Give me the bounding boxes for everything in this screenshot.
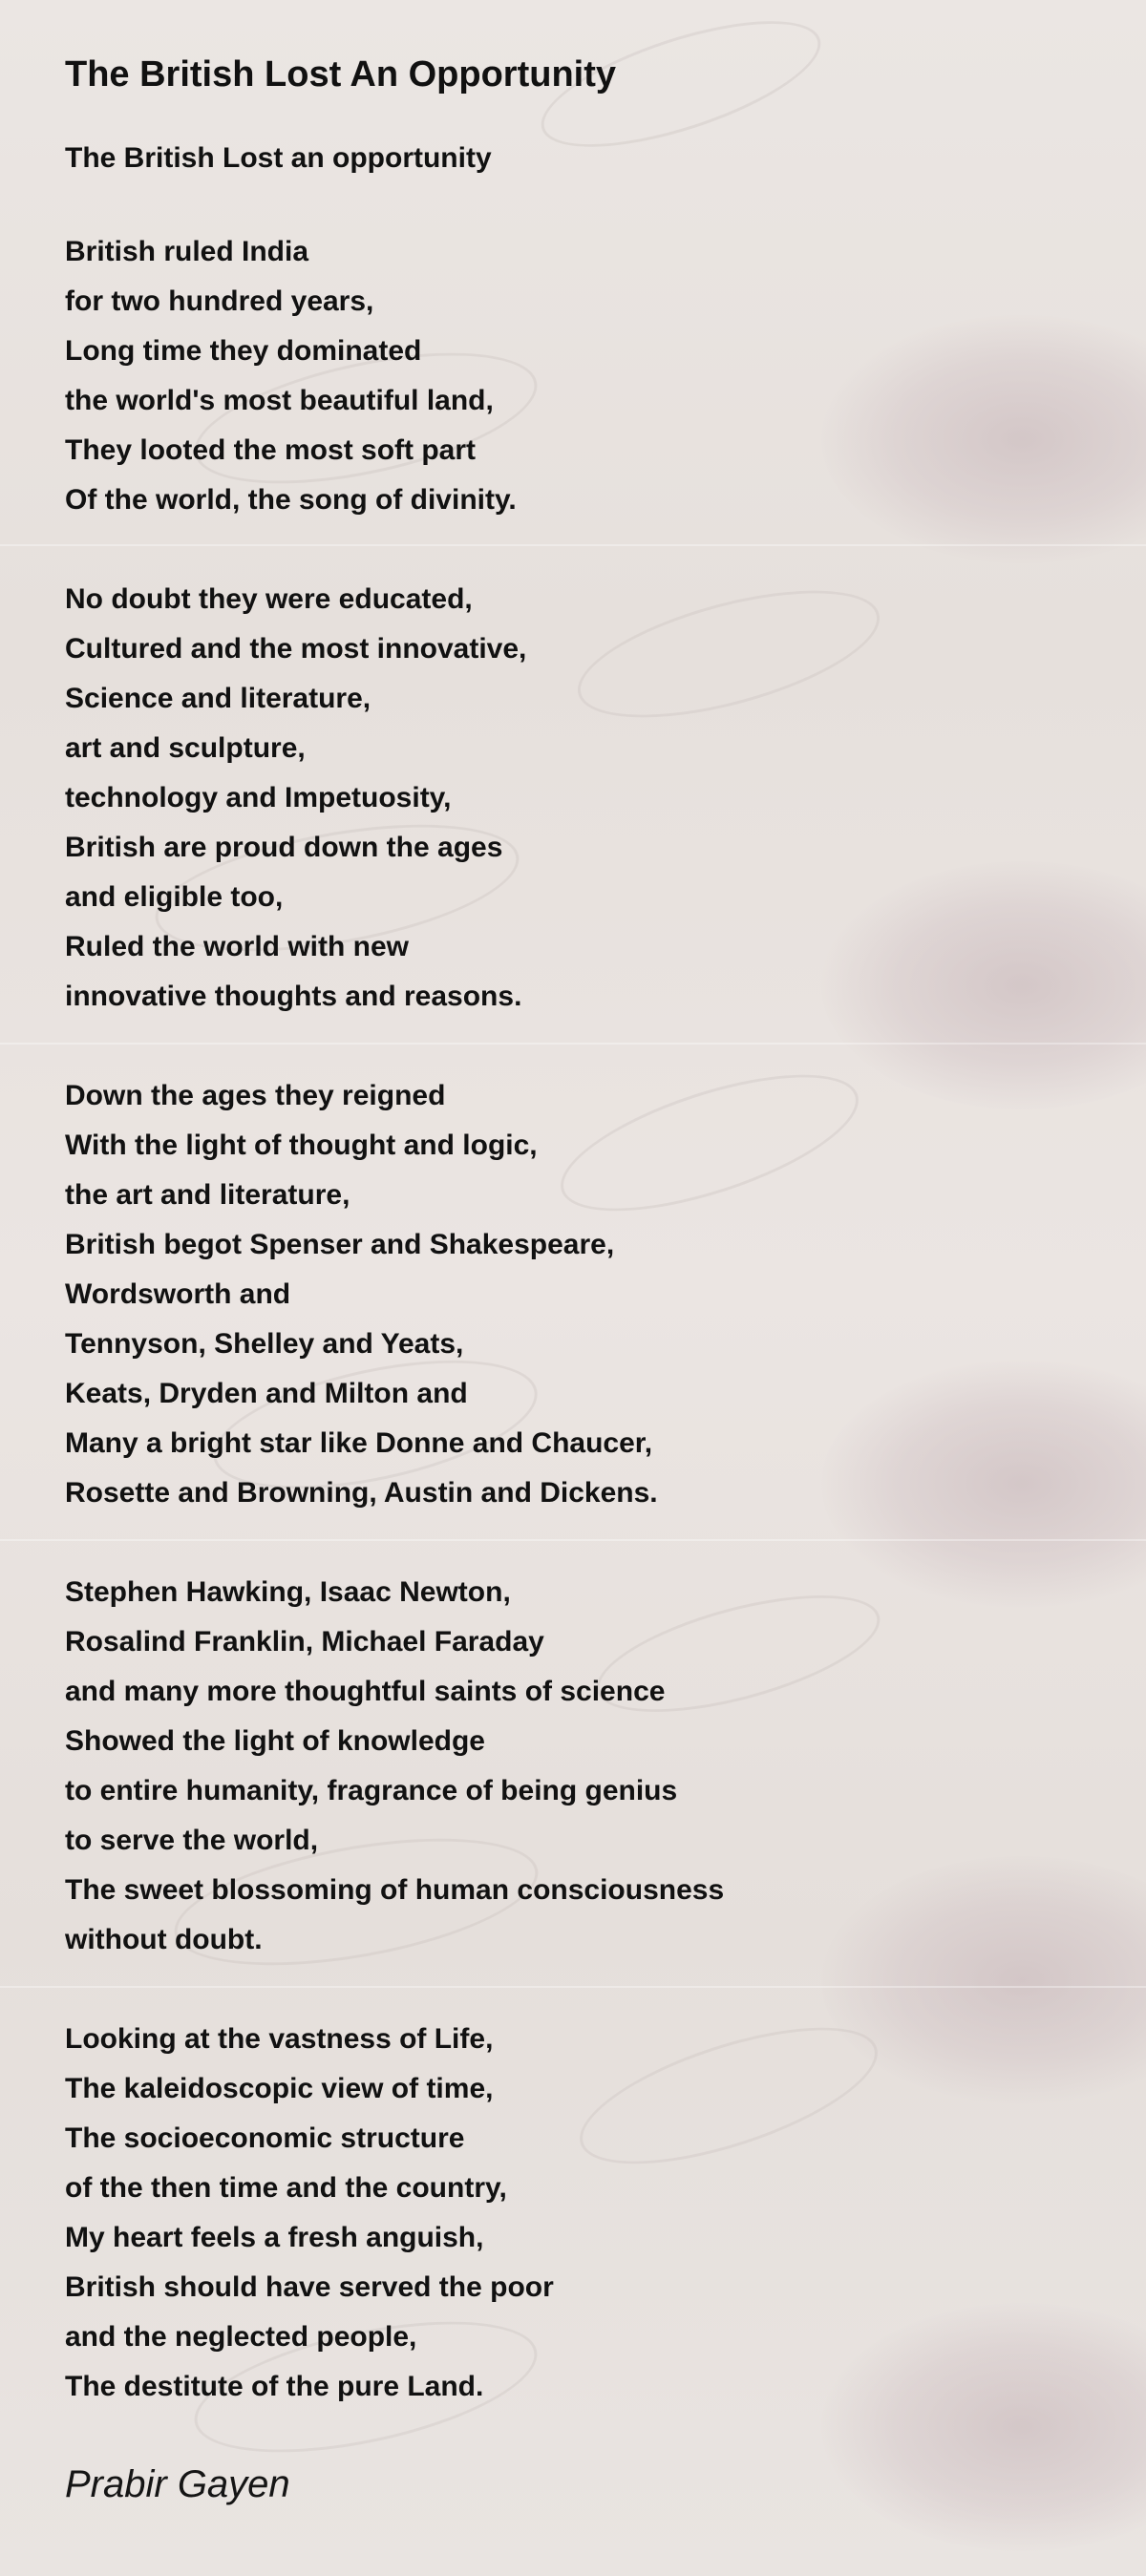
- poem-line: British are proud down the ages: [65, 832, 503, 863]
- poem-line: Ruled the world with new: [65, 931, 409, 962]
- poem-title: The British Lost An Opportunity: [65, 54, 616, 95]
- poem-line: Many a bright star like Donne and Chaucer,: [65, 1427, 653, 1459]
- poem-line: Of the world, the song of divinity.: [65, 484, 517, 516]
- poem-container: [65, 46, 1096, 2511]
- poem-line: to serve the world,: [65, 1825, 319, 1856]
- poem-line: Down the ages they reigned: [65, 1080, 446, 1111]
- poem-line: Science and literature,: [65, 683, 371, 714]
- poem-line: art and sculpture,: [65, 732, 306, 764]
- stanza-1: [65, 227, 1096, 525]
- poem-line: Rosalind Franklin, Michael Faraday: [65, 1626, 544, 1658]
- poem-line: Tennyson, Shelley and Yeats,: [65, 1328, 464, 1360]
- poem-author: Prabir Gayen: [65, 2463, 290, 2505]
- poem-line: and the neglected people,: [65, 2321, 417, 2353]
- poem-line: and many more thoughtful saints of science: [65, 1676, 666, 1707]
- poem-line: They looted the most soft part: [65, 434, 477, 466]
- poem-line: British ruled India: [65, 236, 309, 267]
- poem-line: Long time they dominated: [65, 335, 422, 367]
- poem-line: Wordsworth and: [65, 1278, 291, 1310]
- poem-line: technology and Impetuosity,: [65, 782, 452, 813]
- poem-line: The destitute of the pure Land.: [65, 2371, 484, 2402]
- stanza-5: [65, 2015, 1096, 2412]
- stanza-4: [65, 1568, 1096, 1965]
- poem-line: Cultured and the most innovative,: [65, 633, 527, 665]
- poem-line: The sweet blossoming of human consciousness: [65, 1874, 725, 1906]
- poem-line: My heart feels a fresh anguish,: [65, 2222, 484, 2253]
- poem-line: the art and literature,: [65, 1179, 350, 1211]
- poem-line: Rosette and Browning, Austin and Dickens.: [65, 1477, 658, 1509]
- poem-line: British begot Spenser and Shakespeare,: [65, 1229, 615, 1260]
- poem-line: No doubt they were educated,: [65, 583, 473, 615]
- poem-subtitle: The British Lost an opportunity: [65, 142, 492, 174]
- poem-line: British should have served the poor: [65, 2271, 554, 2303]
- stanza-2: [65, 575, 1096, 1022]
- poem-line: Stephen Hawking, Isaac Newton,: [65, 1576, 511, 1608]
- poem-line: of the then time and the country,: [65, 2172, 507, 2204]
- stanza-3: [65, 1071, 1096, 1518]
- poem-line: Showed the light of knowledge: [65, 1725, 485, 1757]
- poem-line: the world's most beautiful land,: [65, 385, 494, 416]
- poem-line: With the light of thought and logic,: [65, 1130, 538, 1161]
- poem-line: without doubt.: [65, 1924, 263, 1955]
- poem-line: Keats, Dryden and Milton and: [65, 1378, 468, 1409]
- poem-line: and eligible too,: [65, 881, 284, 913]
- poem-line: The socioeconomic structure: [65, 2122, 465, 2154]
- poem-line: innovative thoughts and reasons.: [65, 981, 522, 1012]
- poem-line: to entire humanity, fragrance of being genius: [65, 1775, 678, 1806]
- poem-line: Looking at the vastness of Life,: [65, 2023, 494, 2055]
- poem-line: The kaleidoscopic view of time,: [65, 2073, 494, 2104]
- poem-line: for two hundred years,: [65, 285, 374, 317]
